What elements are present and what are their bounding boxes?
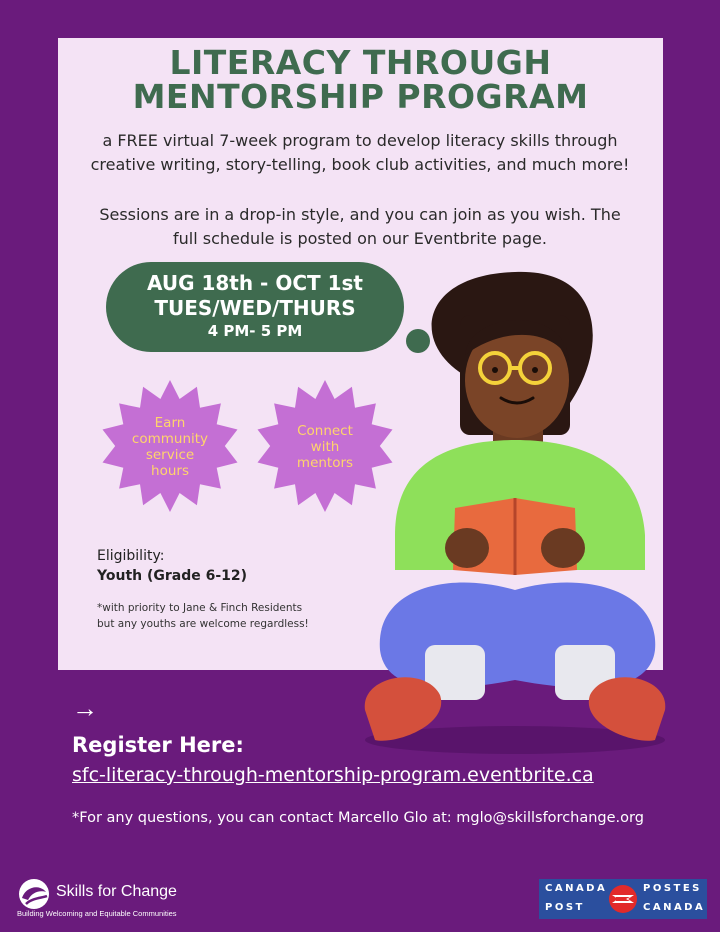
description-line: a FREE virtual 7-week program to develop literacy skills through bbox=[102, 131, 618, 150]
eligibility-note bbox=[97, 600, 309, 632]
badge-text: community bbox=[131, 431, 209, 447]
org-name: Skills for Change bbox=[56, 883, 177, 900]
title-line-2: MENTORSHIP PROGRAM bbox=[132, 77, 589, 116]
badge-text: Connect bbox=[297, 423, 353, 439]
badge-text: mentors bbox=[296, 455, 354, 471]
skills-for-change-logo bbox=[14, 876, 214, 920]
badge-community-service bbox=[102, 378, 238, 514]
badge-text: with bbox=[310, 439, 340, 455]
description-paragraph-1 bbox=[70, 129, 650, 177]
sponsor-text: CANADA bbox=[643, 902, 706, 913]
description-line: creative writing, story-telling, book club activities, and much more! bbox=[90, 155, 630, 174]
eventbrite-link[interactable]: sfc-literacy-through-mentorship-program.eventbrite.ca bbox=[72, 764, 594, 786]
org-tagline: Building Welcoming and Equitable Communities bbox=[17, 909, 177, 918]
skills-for-change-icon bbox=[14, 878, 54, 910]
arrow-right-icon: → bbox=[72, 693, 98, 723]
description-line: full schedule is posted on our Eventbrite page. bbox=[173, 229, 547, 248]
sponsor-text: CANADA bbox=[545, 883, 608, 894]
eligibility-note-line: *with priority to Jane & Finch Residents bbox=[97, 602, 303, 614]
badge-text: Earn bbox=[154, 415, 186, 431]
register-heading: Register Here: bbox=[72, 733, 244, 757]
eligibility-value: Youth (Grade 6-12) bbox=[97, 568, 248, 584]
description-paragraph-2 bbox=[70, 203, 650, 251]
description-line: Sessions are in a drop-in style, and you can join as you wish. The bbox=[99, 205, 621, 224]
badge-text: service bbox=[145, 447, 195, 463]
girl-reading-illustration bbox=[355, 270, 675, 755]
canada-post-emblem-icon bbox=[608, 884, 638, 914]
title-line-1: LITERACY THROUGH bbox=[169, 43, 552, 82]
schedule-dates: AUG 18th - OCT 1st bbox=[146, 271, 363, 295]
sponsor-text: POST bbox=[545, 902, 585, 913]
sponsor-text: POSTES bbox=[643, 883, 702, 894]
eligibility-label: Eligibility: bbox=[97, 548, 165, 564]
schedule-time: 4 PM- 5 PM bbox=[207, 322, 303, 340]
contact-note: *For any questions, you can contact Marcello Glo at: mglo@skillsforchange.org bbox=[72, 810, 644, 826]
eligibility-note-line: but any youths are welcome regardless! bbox=[97, 618, 309, 630]
schedule-days: TUES/WED/THURS bbox=[154, 296, 356, 320]
badge-text: hours bbox=[151, 463, 189, 479]
canada-post-logo bbox=[539, 879, 707, 919]
